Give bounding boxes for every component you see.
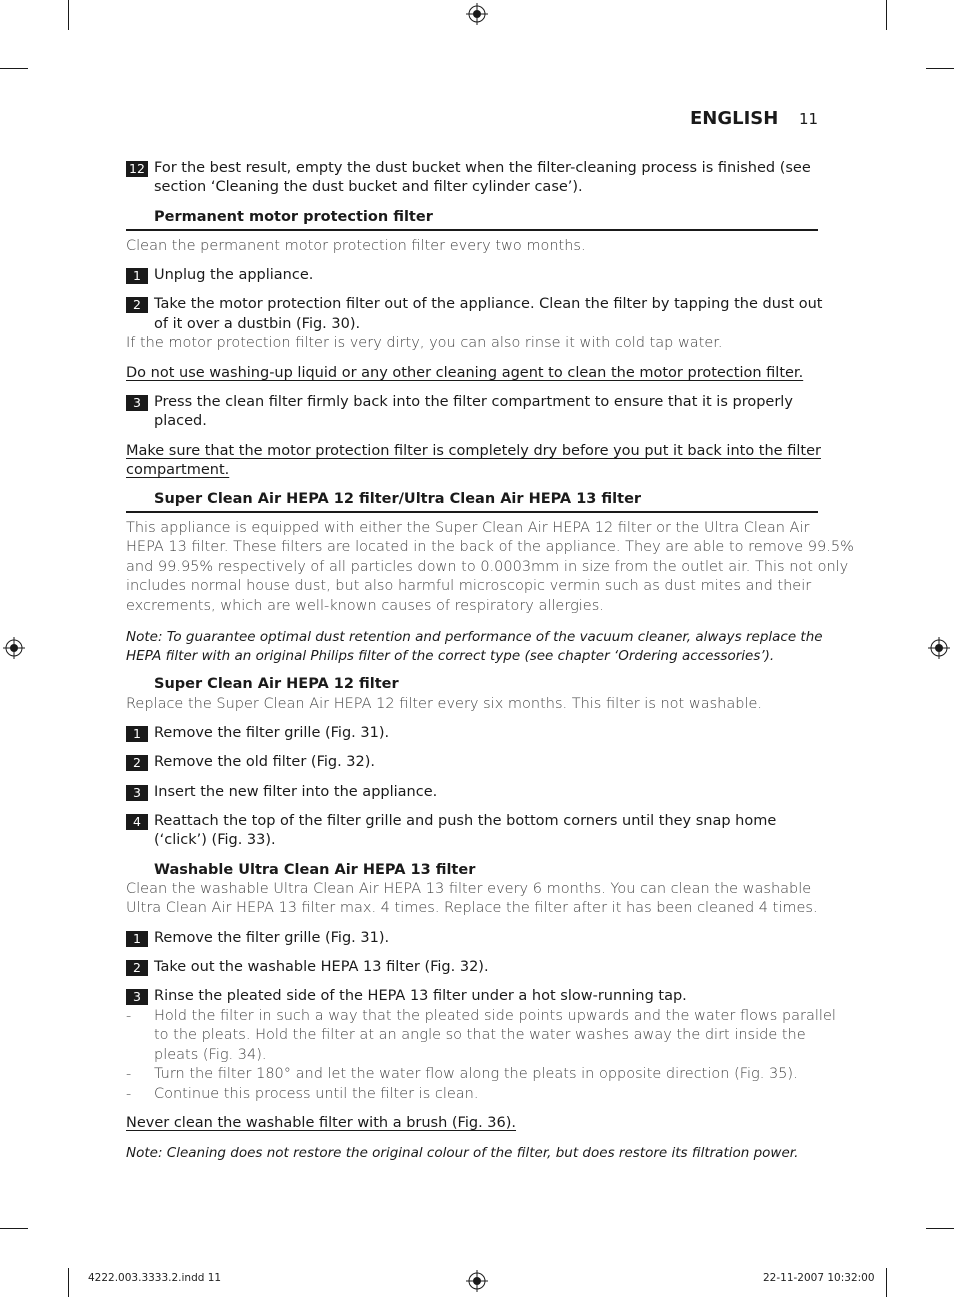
bullet-text: Hold the filter in such a way that the pleated side points upwards and the water flows parallel (154, 1008, 836, 1024)
step-text: placed. (154, 413, 207, 429)
step-text: Take out the washable HEPA 13 filter (Fig. 32). (154, 959, 489, 975)
registration-mark-icon (466, 3, 488, 25)
step-text: Rinse the pleated side of the HEPA 13 filter under a hot slow-running tap. (154, 988, 687, 1004)
step-text: Remove the filter grille (Fig. 31). (154, 725, 390, 741)
registration-mark-icon (3, 637, 25, 659)
step-text: Remove the filter grille (Fig. 31). (154, 930, 390, 946)
step-text: Take the motor protection filter out of the appliance. Clean the filter by tapping the dust out (154, 296, 823, 312)
body-text: excrements, which are well-known causes of respiratory allergies. (126, 598, 604, 614)
body-text: Replace the Super Clean Air HEPA 12 filter every six months. This filter is not washable. (126, 696, 762, 712)
warning-text: Make sure that the motor protection filter is completely dry before you put it back into the filter (126, 443, 821, 459)
step-text: of it over a dustbin (Fig. 30). (154, 316, 361, 332)
warning-text: Never clean the washable filter with a brush (Fig. 36). (126, 1115, 517, 1131)
note-text: Note: Cleaning does not restore the original colour of the filter, but does restore its filtration power. (126, 1145, 799, 1161)
subsection-heading: Washable Ultra Clean Air HEPA 13 filter (154, 862, 476, 878)
bullet-dash: - (126, 1086, 132, 1102)
language-header: ENGLISH (690, 108, 779, 129)
body-text: Ultra Clean Air HEPA 13 filter max. 4 times. Replace the filter after it has been cleaned 4 times. (126, 900, 818, 916)
body-text: If the motor protection filter is very dirty, you can also rinse it with cold tap water. (126, 335, 723, 351)
crop-mark (926, 1228, 954, 1229)
body-text: Clean the washable Ultra Clean Air HEPA 13 filter every 6 months. You can clean the washable (126, 881, 812, 897)
bullet-text: Turn the filter 180° and let the water flow along the pleats in opposite direction (Fig. 35). (154, 1066, 798, 1082)
heading-rule (126, 229, 818, 231)
body-text: HEPA 13 filter. These filters are located in the back of the appliance. They are able to remove 99.5% (126, 539, 854, 555)
warning-text: compartment. (126, 462, 230, 478)
body-text: Clean the permanent motor protection filter every two months. (126, 238, 586, 254)
section-heading: Permanent motor protection filter (154, 209, 433, 225)
bullet-text: Continue this process until the filter is clean. (154, 1086, 479, 1102)
body-text: This appliance is equipped with either the Super Clean Air HEPA 12 filter or the Ultra Clean Air (126, 520, 810, 536)
warning-text: Do not use washing-up liquid or any other cleaning agent to clean the motor protection filter. (126, 365, 804, 381)
crop-mark (68, 0, 69, 30)
note-text: HEPA filter with an original Philips filter of the correct type (see chapter ‘Ordering accessories’). (126, 648, 775, 664)
footer-date: 22-11-2007 10:32:00 (763, 1272, 875, 1284)
bullet-dash: - (126, 1008, 132, 1024)
step-text: Unplug the appliance. (154, 267, 314, 283)
step-number: 12 (126, 161, 148, 177)
registration-mark-icon (928, 637, 950, 659)
step-text: section ‘Cleaning the dust bucket and filter cylinder case’). (154, 179, 583, 195)
bullet-dash: - (126, 1066, 132, 1082)
step-number: 3 (126, 785, 148, 801)
crop-mark (0, 1228, 28, 1229)
crop-mark (926, 68, 954, 69)
step-text: For the best result, empty the dust bucket when the filter-cleaning process is finished (see (154, 160, 811, 176)
step-text: Remove the old filter (Fig. 32). (154, 754, 376, 770)
bullet-text: pleats (Fig. 34). (154, 1047, 267, 1063)
step-number: 3 (126, 395, 148, 411)
body-text: and 99.95% respectively of all particles down to 0.0003mm in size from the outlet air. This not only (126, 559, 849, 575)
step-number: 2 (126, 960, 148, 976)
page-number: 11 (799, 110, 819, 128)
crop-mark (886, 1268, 887, 1297)
step-text: Reattach the top of the filter grille and push the bottom corners until they snap home (154, 813, 777, 829)
step-number: 1 (126, 931, 148, 947)
step-number: 2 (126, 755, 148, 771)
registration-mark-icon (466, 1270, 488, 1292)
step-number: 3 (126, 989, 148, 1005)
body-text: includes normal house dust, but also harmful microscopic vermin such as dust mites and their (126, 578, 812, 594)
step-number: 4 (126, 814, 148, 830)
step-number: 2 (126, 297, 148, 313)
crop-mark (0, 68, 28, 69)
step-number: 1 (126, 726, 148, 742)
crop-mark (68, 1268, 69, 1297)
footer-file-info: 4222.003.3333.2.indd 11 (88, 1272, 222, 1284)
step-number: 1 (126, 268, 148, 284)
heading-rule (126, 511, 818, 513)
step-text: (‘click’) (Fig. 33). (154, 832, 276, 848)
crop-mark (886, 0, 887, 30)
bullet-text: to the pleats. Hold the filter at an angle so that the water washes away the dirt inside the (154, 1027, 806, 1043)
section-heading: Super Clean Air HEPA 12 filter/Ultra Clean Air HEPA 13 filter (154, 491, 642, 507)
subsection-heading: Super Clean Air HEPA 12 filter (154, 676, 399, 692)
step-text: Insert the new filter into the appliance. (154, 784, 438, 800)
note-text: Note: To guarantee optimal dust retention and performance of the vacuum cleaner, always replace the (126, 629, 823, 645)
step-text: Press the clean filter firmly back into the filter compartment to ensure that it is properly (154, 394, 793, 410)
